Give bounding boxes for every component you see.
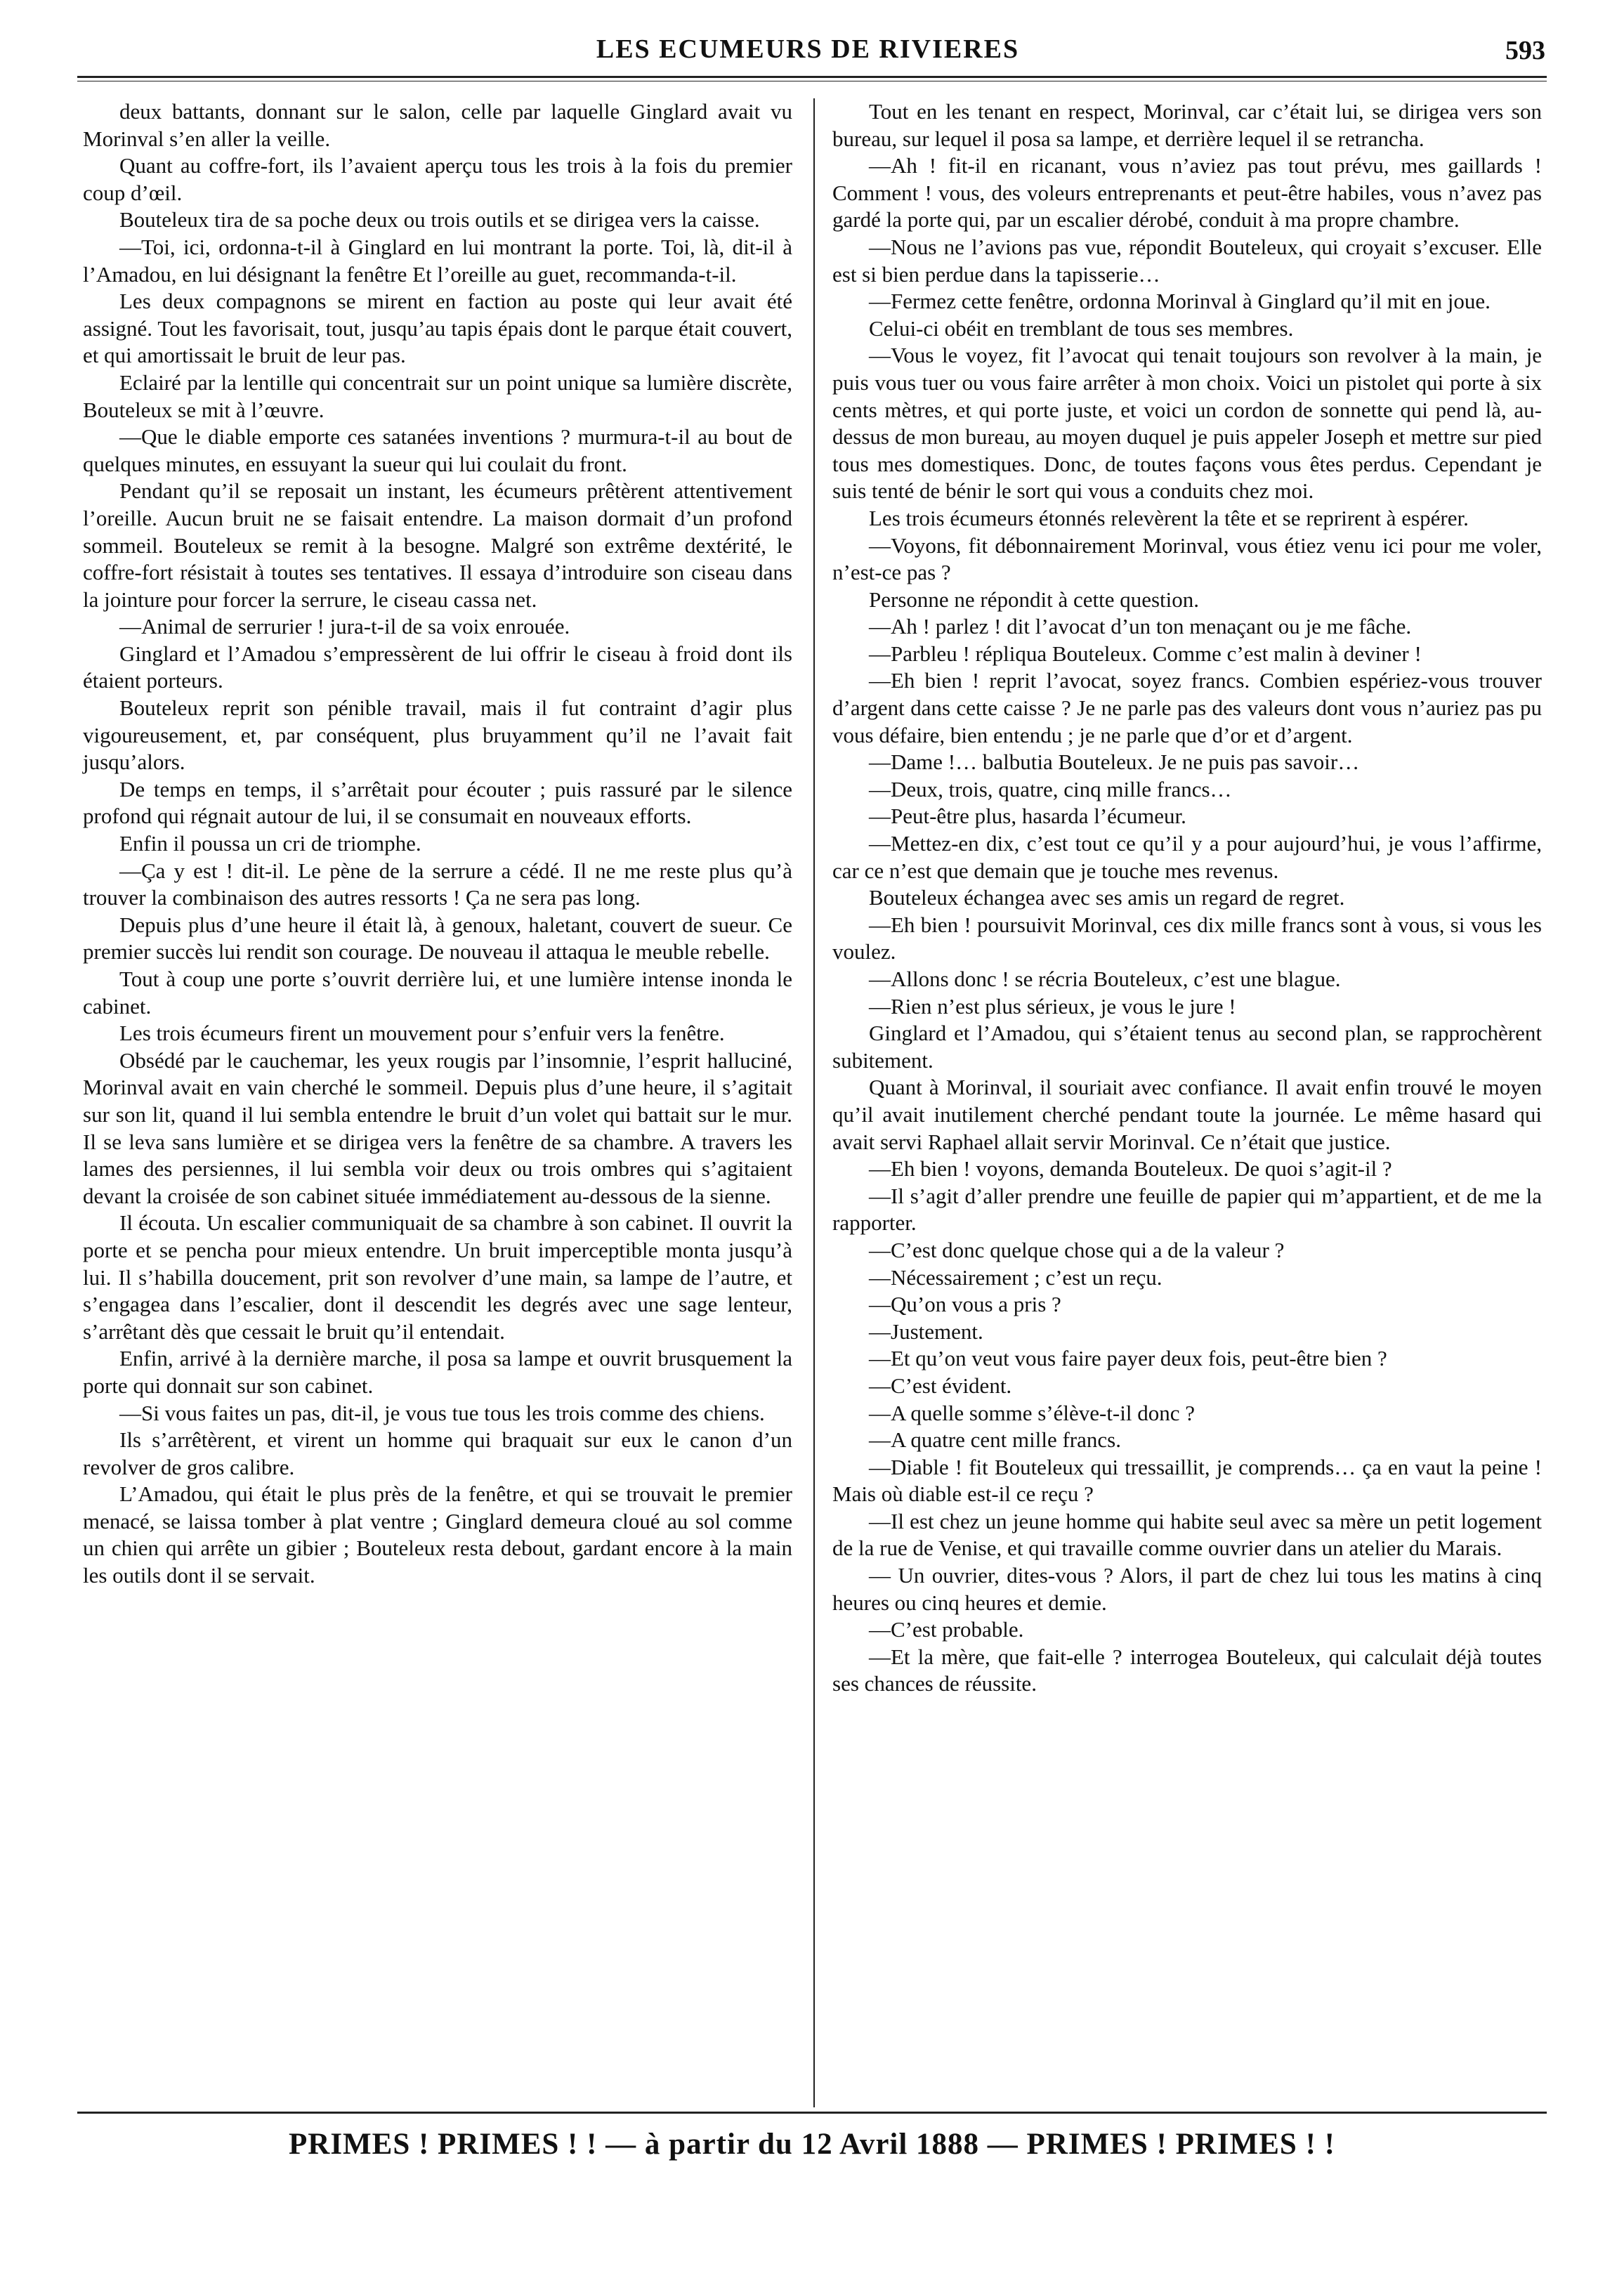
page-number: 593 xyxy=(1505,36,1545,65)
paragraph: —Ça y est ! dit-il. Le pène de la serrure a cédé. Il ne me reste plus qu’à trouver la combinaison des autres ressorts ! Ça ne sera pas long. xyxy=(83,858,792,910)
paragraph: Ginglard et l’Amadou, qui s’étaient tenus au second plan, se rapprochèrent subitement. xyxy=(832,1021,1542,1073)
paragraph: —Il est chez un jeune homme qui habite seul avec sa mère un petit logement de la rue de Venise, et qui travaille comme ouvrier dans un atelier du Marais. xyxy=(832,1508,1542,1561)
paragraph: —Allons donc ! se récria Bouteleux, c’est une blague. xyxy=(869,967,1341,991)
paragraph: Eclairé par la lentille qui concentrait sur un point unique sa lumière discrète, Bouteleux se mit à l’œuvre. xyxy=(83,369,792,422)
paragraph: Enfin, arrivé à la dernière marche, il posa sa lampe et ouvrit brusquement la porte qui donnait sur son cabinet. xyxy=(83,1346,792,1398)
paragraph: Ginglard et l’Amadou s’empressèrent de lui offrir le ciseau à froid dont ils étaient porteurs. xyxy=(83,641,792,693)
paragraph: —Deux, trois, quatre, cinq mille francs… xyxy=(869,776,1232,802)
paragraph: Ils s’arrêtèrent, et virent un homme qui braquait sur eux le canon d’un revolver de gros calibre. xyxy=(83,1427,792,1479)
paragraph: —Voyons, fit débonnairement Morinval, vous étiez venu ici pour me voler, n’est-ce pas ? xyxy=(832,532,1542,585)
paragraph: —A quelle somme s’élève-t-il donc ? xyxy=(869,1400,1196,1425)
paragraph: —Justement. xyxy=(869,1319,983,1344)
paragraph: Tout en les tenant en respect, Morinval, car c’était lui, se dirigea vers son bureau, sur lequel il posa sa lampe, et derrière lequel il se retrancha. xyxy=(832,99,1542,151)
paragraph: —Eh bien ! voyons, demanda Bouteleux. De quoi s’agit-il ? xyxy=(869,1156,1392,1182)
paragraph: De temps en temps, il s’arrêtait pour écouter ; puis rassuré par le silence profond qui régnait autour de lui, il se consumait en nouveaux efforts. xyxy=(83,776,792,829)
paragraph: — Un ouvrier, dites-vous ? Alors, il part de chez lui tous les matins à cinq heures ou cinq heures et demie. xyxy=(832,1563,1542,1615)
paragraph: —Vous le voyez, fit l’avocat qui tenait toujours son revolver à la main, je puis vous tuer ou vous faire arrêter à mon choix. Voici un pistolet qui porte à six cents mètres, et qui porte juste, et voici un cordon de sonnette qui pend là, au-dessus de mon bureau, au moyen duquel je puis appeler Joseph et mettre sur pied tous mes domestiques. Donc, de toutes façons vous êtes perdus. Cependant je suis tenté de bénir le sort qui vous a conduits chez moi. xyxy=(832,343,1542,504)
paragraph: Il écouta. Un escalier communiquait de sa chambre à son cabinet. Il ouvrit la porte et se pencha pour mieux entendre. Un bruit imperceptible monta jusqu’à lui. Il s’habilla doucement, prit son revolver d’une main, sa lampe de l’autre, et s’engagea dans l’escalier, dont il descendit les degrés avec une sage lenteur, s’arrêtant dès que cessait le bruit qu’il entendait. xyxy=(83,1210,792,1344)
paragraph: —Qu’on vous a pris ? xyxy=(869,1292,1061,1317)
page-header xyxy=(70,34,1545,76)
paragraph: Celui-ci obéit en tremblant de tous ses membres. xyxy=(869,315,1294,341)
paragraph: Quant à Morinval, il souriait avec confiance. Il avait enfin trouvé le moyen qu’il avait inutilement cherché pendant toute la journée. Le même hasard qui avait servi Raphael allait servir Morinval. Ce n’était que justice. xyxy=(832,1075,1542,1154)
paragraph: —Diable ! fit Bouteleux qui tressaillit, je comprends… ça en vaut la peine ! Mais où diable est-il ce reçu ? xyxy=(832,1454,1542,1507)
paragraph: —Mettez-en dix, c’est tout ce qu’il y a pour aujourd’hui, je vous l’affirme, car ce n’est que demain que je touche mes revenus. xyxy=(832,831,1542,883)
paragraph: —Fermez cette fenêtre, ordonna Morinval à Ginglard qu’il mit en joue. xyxy=(869,289,1491,314)
right-column xyxy=(832,98,1542,1698)
left-column xyxy=(83,98,792,1590)
paragraph: L’Amadou, qui était le plus près de la fenêtre, et qui se trouvait le premier menacé, se laissa tomber à plat ventre ; Ginglard demeura cloué au sol comme un chien qui arrête un gibier ; Bouteleux resta debout, gardant encore à la main les outils dont il se servait. xyxy=(83,1481,792,1588)
paragraph: Depuis plus d’une heure il était là, à genoux, haletant, couvert de sueur. Ce premier succès lui rendit son courage. De nouveau il attaqua le meuble rebelle. xyxy=(83,912,792,964)
paragraph: —Eh bien ! poursuivit Morinval, ces dix mille francs sont à vous, si vous les voulez. xyxy=(832,912,1542,964)
paragraph: —Animal de serrurier ! jura-t-il de sa voix enrouée. xyxy=(119,614,570,639)
paragraph: —Eh bien ! reprit l’avocat, soyez francs. Combien espériez-vous trouver d’argent dans cette caisse ? Je ne parle pas des valeurs dont vous n’auriez pas pu vous défaire, bien entendu ; je ne parle que d’or et d’argent. xyxy=(832,668,1542,747)
paragraph: —Rien n’est plus sérieux, je vous le jure ! xyxy=(869,993,1236,1019)
paragraph: —Ah ! fit-il en ricanant, vous n’aviez pas tout prévu, mes gaillards ! Comment ! vous, des voleurs entreprenants et peut-être habiles, vous n’avez pas gardé la porte qui, par un escalier dérobé, conduit à ma propre chambre. xyxy=(832,153,1542,233)
footer-banner: PRIMES ! PRIMES ! ! — à partir du 12 Avril 1888 — PRIMES ! PRIMES ! ! xyxy=(289,2128,1335,2161)
paragraph: —Peut-être plus, hasarda l’écumeur. xyxy=(869,804,1186,829)
paragraph: Tout à coup une porte s’ouvrit derrière lui, et une lumière intense inonda le cabinet. xyxy=(83,967,792,1019)
paragraph: —Parbleu ! répliqua Bouteleux. Comme c’est malin à deviner ! xyxy=(869,641,1422,666)
paragraph: —C’est évident. xyxy=(869,1373,1012,1398)
paragraph: Bouteleux tira de sa poche deux ou trois outils et se dirigea vers la caisse. xyxy=(119,207,760,233)
paragraph: Les trois écumeurs étonnés relevèrent la tête et se reprirent à espérer. xyxy=(869,505,1469,530)
paragraph: —Si vous faites un pas, dit-il, je vous tue tous les trois comme des chiens. xyxy=(119,1400,765,1425)
paragraph: —Toi, ici, ordonna-t-il à Ginglard en lui montrant la porte. Toi, là, dit-il à l’Amadou, en lui désignant la fenêtre Et l’oreille au guet, recommanda-t-il. xyxy=(83,234,792,287)
paragraph: —Dame !… balbutia Bouteleux. Je ne puis pas savoir… xyxy=(869,750,1360,775)
column-divider xyxy=(813,98,815,2107)
paragraph: Les deux compagnons se mirent en faction au poste qui leur avait été assigné. Tout les favorisait, tout, jusqu’au tapis épais dont le parque était couvert, et qui amortissait le bruit de leur pas. xyxy=(83,289,792,368)
paragraph: —A quatre cent mille francs. xyxy=(869,1427,1121,1453)
paragraph: Bouteleux reprit son pénible travail, mais il fut contraint d’agir plus vigoureusement, et, par conséquent, plus bruyamment qu’il ne l’avait fait jusqu’alors. xyxy=(83,695,792,775)
footer-rule xyxy=(77,2112,1547,2114)
paragraph: Enfin il poussa un cri de triomphe. xyxy=(119,831,421,856)
paragraph: Les trois écumeurs firent un mouvement pour s’enfuir vers la fenêtre. xyxy=(119,1021,725,1046)
paragraph: —Et la mère, que fait-elle ? interrogea Bouteleux, qui calculait déjà toutes ses chances de réussite. xyxy=(832,1644,1542,1696)
paragraph: deux battants, donnant sur le salon, celle par laquelle Ginglard avait vu Morinval s’en aller la veille. xyxy=(83,99,792,151)
running-title: LES ECUMEURS DE RIVIERES xyxy=(596,34,1020,64)
header-rule xyxy=(77,76,1547,78)
paragraph: Obsédé par le cauchemar, les yeux rougis par l’insomnie, l’esprit halluciné, Morinval avait en vain cherché le sommeil. Depuis plus d’une heure, il s’agitait sur son lit, quand il lui sembla entendre le bruit d’un volet qui battait sur le mur. Il se leva sans lumière et se dirigea vers la fenêtre de sa chambre. A travers les lames des persiennes, il lui sembla voir deux ou trois ombres qui s’agitaient devant la croisée de son cabinet située immédiatement au-dessous de la sienne. xyxy=(83,1047,792,1208)
paragraph: —Que le diable emporte ces satanées inventions ? murmura-t-il au bout de quelques minutes, en essuyant la sueur qui lui coulait du front. xyxy=(83,424,792,476)
paragraph: —C’est donc quelque chose qui a de la valeur ? xyxy=(869,1237,1285,1262)
paragraph: —Il s’agit d’aller prendre une feuille de papier qui m’appartient, et de me la rapporter. xyxy=(832,1183,1542,1236)
paragraph: Personne ne répondit à cette question. xyxy=(869,587,1200,612)
paragraph: Bouteleux échangea avec ses amis un regard de regret. xyxy=(869,885,1345,910)
paragraph: —Nécessairement ; c’est un reçu. xyxy=(869,1264,1163,1290)
paragraph: —C’est probable. xyxy=(869,1617,1024,1642)
paragraph: Quant au coffre-fort, ils l’avaient aperçu tous les trois à la fois du premier coup d’œil. xyxy=(83,153,792,205)
paragraph: —Nous ne l’avions pas vue, répondit Bouteleux, qui croyait s’excuser. Elle est si bien perdue dans la tapisserie… xyxy=(832,234,1542,287)
paragraph: —Ah ! parlez ! dit l’avocat d’un ton menaçant ou je me fâche. xyxy=(869,614,1412,639)
paragraph: —Et qu’on veut vous faire payer deux fois, peut-être bien ? xyxy=(869,1346,1387,1371)
paragraph: Pendant qu’il se reposait un instant, les écumeurs prêtèrent attentivement l’oreille. Aucun bruit ne se faisait entendre. La maison dormait d’un profond sommeil. Bouteleux se remit à la besogne. Malgré son extrême dextérité, le coffre-fort résistait à toutes ses tentatives. Il essaya d’introduire son ciseau dans la jointure pour forcer la serrure, le ciseau cassa net. xyxy=(83,478,792,612)
